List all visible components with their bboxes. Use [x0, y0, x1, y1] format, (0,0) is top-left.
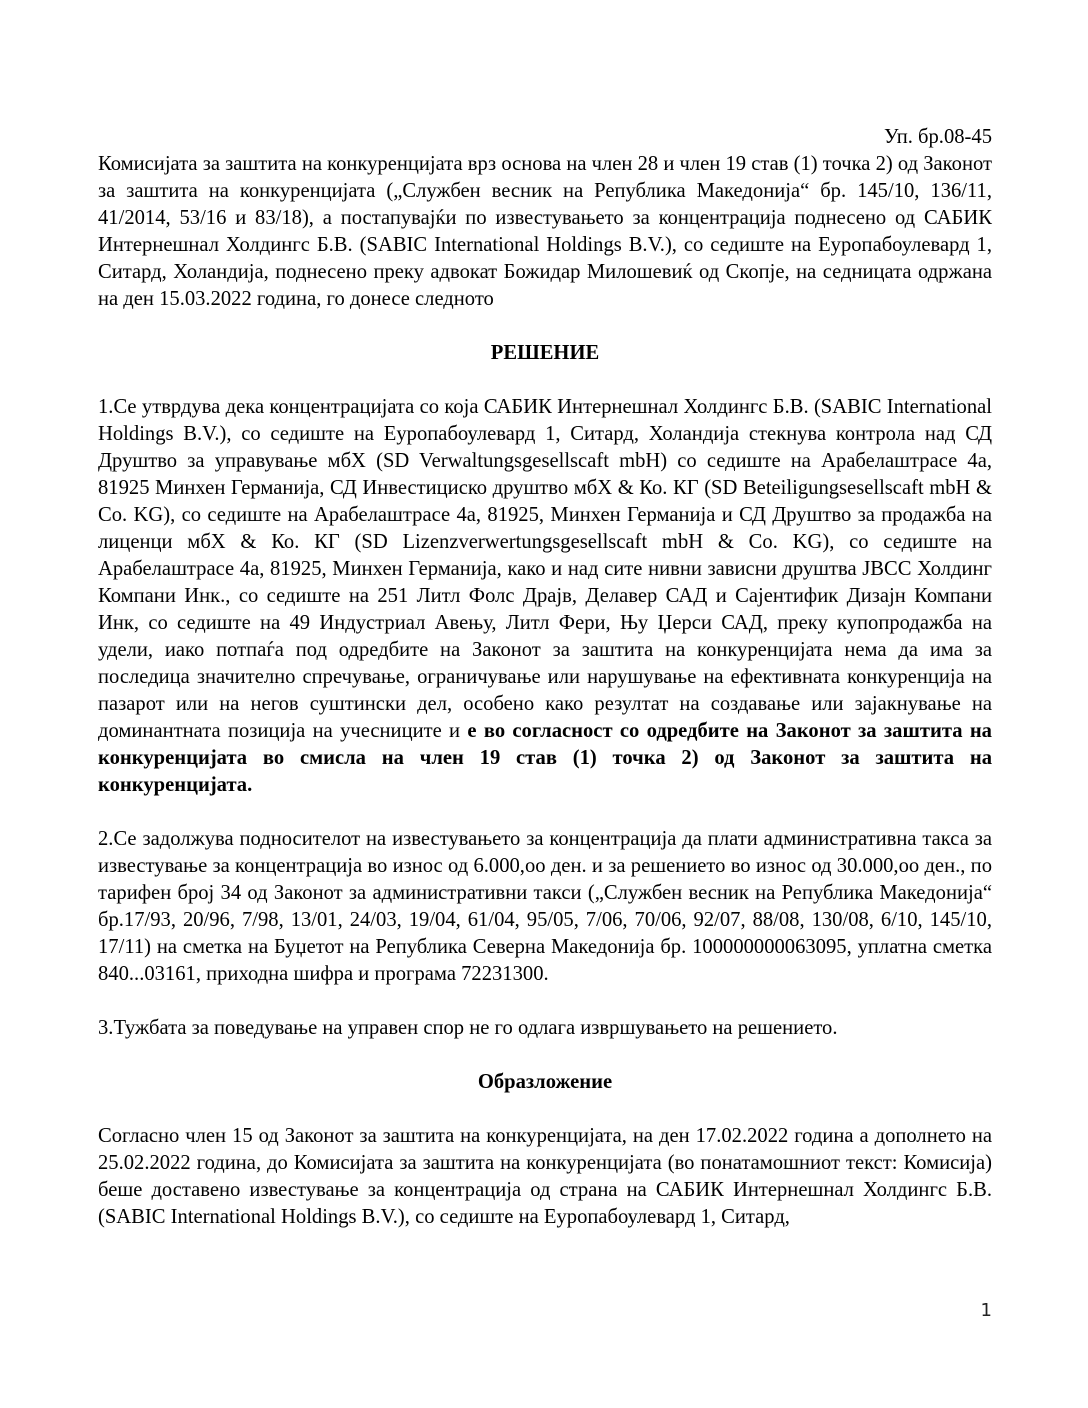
- page-number: 1: [980, 1300, 992, 1321]
- decision-item-1-bold: е во согласност со одредбите на Законот за заштита на конкуренцијата во смисла на член 19 став (1) точка 2) од Законот за заштита на конкуренцијата.: [98, 720, 992, 796]
- decision-item-1: [98, 394, 992, 799]
- decision-item-3: 3.Тужбата за поведување на управен спор не го одлага извршувањето на решението.: [98, 1017, 838, 1039]
- document-body: [98, 124, 992, 1231]
- decision-heading: РЕШЕНИЕ: [490, 342, 600, 364]
- decision-item-2: 2.Се задолжува подносителот на известувањето за концентрација да плати административна такса за известување за концентрација во износ од 6.000,оо ден. и за решението во износ од 30.000,оо ден., по тарифен број 34 од Законот за административни такси („Службен весник на Република Македонија“ бр.17/93, 20/96, 7/98, 13/01, 24/03, 19/04, 61/04, 95/05, 7/06, 70/06, 92/07, 88/08, 130/08, 6/10, 145/10, 17/11) на сметка на Буџетот на Република Северна Македонија бр. 100000000063095, уплатна сметка 840...03161, приходна шифра и програма 72231300.: [98, 828, 992, 985]
- decision-item-1-text: 1.Се утврдува дека концентрацијата со која САБИК Интернешнал Холдингс Б.В. (SABIC International Holdings B.V.), со седиште на Еуропабоулевард 1, Ситард, Холандија стекнува контрола над СД Друштво за управување мбХ (SD Verwaltungsgesellscaft mbH) со седиште на Арабелаштрасе 4а, 81925 Минхен Германија, СД Инвестициско друштво мбХ & Ко. КГ (SD Beteiligungsesellscaft mbH & Co. KG), со седиште на Арабелаштрасе 4а, 81925, Минхен Германија и СД Друштво за продажба на лиценци мбХ & Ко. КГ (SD Lizenzverwertungsgesellscaft mbH & Co. KG), со седиште на Арабелаштрасе 4а, 81925, Минхен Германија, како и над сите нивни зависни друштва ЈВСС Холдинг Компани Инк., со седиште на 251 Литл Фолс Драјв, Делавер САД и Сајентифик Дизајн Компани Инк, со седиште на 49 Индустриал Авењу, Литл Фери, Њу Џерси САД, преку купопродажба на удели, иако потпаѓа под одредбите на Законот за заштита на конкуренцијата нема да има за последица значително спречување, ограничување или нарушување на ефективната конкуренција на пазарот или на негов суштински дел, особено како резултат на создавање или зајакнување на доминантната позиција на учесниците и: [98, 396, 992, 742]
- intro-paragraph: Комисијата за заштита на конкуренцијата врз основа на член 28 и член 19 став (1) точка 2) од Законот за заштита на конкуренцијата („Службен весник на Република Македонија“ бр. 145/10, 136/11, 41/2014, 53/16 и 83/18), а постапувајќи по известувањето за концентрација поднесено од САБИК Интернешнал Холдингс Б.В. (SABIC International Holdings B.V.), со седиште на Еуропабоулевард 1, Ситард, Холандија, поднесено преку адвокат Божидар Милошевиќ од Скопје, на седницата одржана на ден 15.03.2022 година, го донесе следното: [98, 153, 992, 310]
- reasoning-heading: Образложение: [477, 1071, 613, 1093]
- case-reference-number: Уп. бр.08-45: [883, 126, 992, 148]
- reasoning-paragraph: Согласно член 15 од Законот за заштита на конкуренцијата, на ден 17.02.2022 година а дополнето на 25.02.2022 година, до Комисијата за заштита на конкуренцијата (во понатамошниот текст: Комисија) беше доставено известување за концентрација од страна на САБИК Интернешнал Холдингс Б.В. (SABIC International Holdings B.V.), со седиште на Еуропабоулевард 1, Ситард,: [98, 1125, 992, 1228]
